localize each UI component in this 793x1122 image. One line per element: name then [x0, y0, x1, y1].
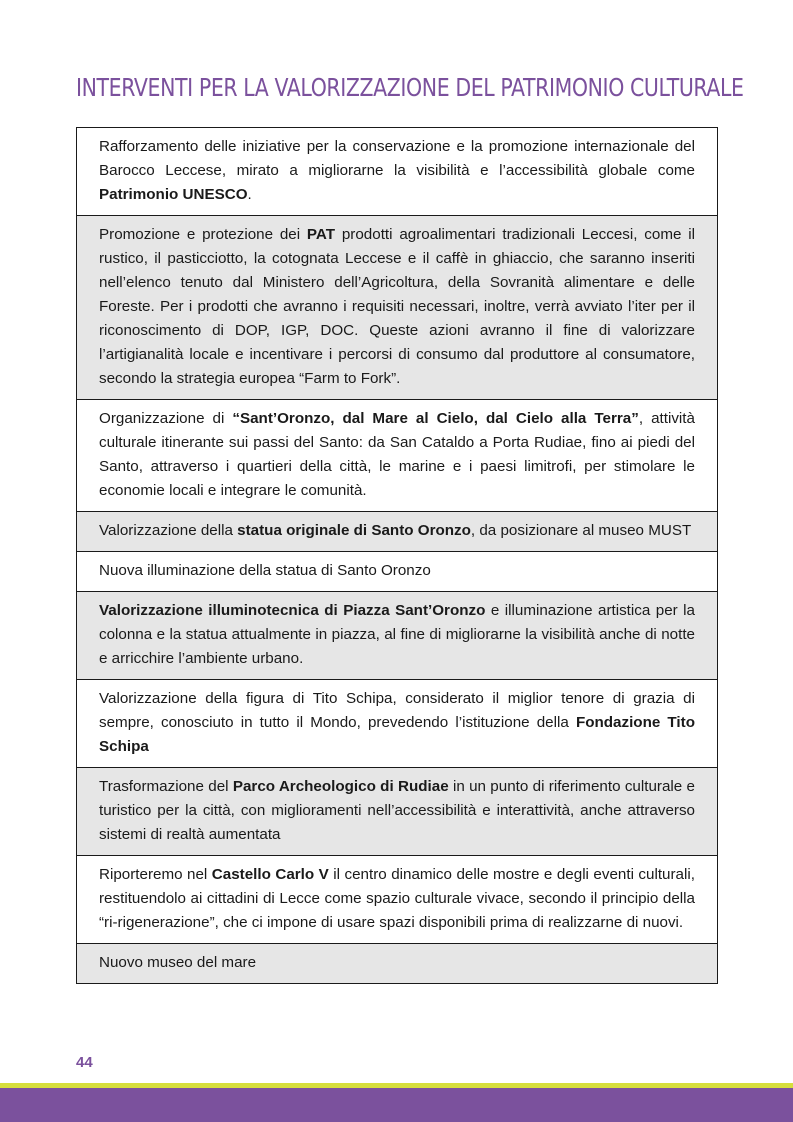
table-row: [77, 400, 717, 512]
table-row: [77, 128, 717, 216]
table-row: [77, 552, 717, 592]
table-row: [77, 768, 717, 856]
body-text: .: [247, 186, 252, 203]
body-text: Rafforzamento delle iniziative per la conservazione e la promozione internazionale del Barocco Leccese, mirato a migliorarne la visibilità e l’accessibilità globale come: [99, 138, 695, 179]
body-text: il centro dinamico delle mostre e degli eventi culturali, restituendolo ai cittadini di Lecce come spazio culturale vivace, secondo il principio della “ri-rigenerazione”, che ci impone di usare spazi disponibili prima di realizzarne di nuovi.: [99, 866, 695, 931]
body-text: prodotti agroalimentari tradizionali Leccesi, come il rustico, il pasticciotto, la cotognata Leccese e il caffè in ghiaccio, che saranno inseriti nell’elenco tenuto dal Ministero dell’Agricoltura, della Sovranità alimentare e delle Foreste. Per i prodotti che avranno i requisiti necessari, inoltre, verrà avviato l’iter per il riconoscimento di DOP, IGP, DOC. Queste azioni avranno il fine di valorizzare l’artigianalità locale e incentivare i percorsi di consumo dal produttore al consumatore, secondo la strategia europea “Farm to Fork”.: [99, 226, 695, 387]
body-text: e illuminazione artistica per la colonna e la statua attualmente in piazza, al fine di migliorarne la visibilità anche di notte e arricchire l’ambiente urbano.: [99, 602, 695, 667]
body-text: in un punto di riferimento culturale e turistico per la città, con miglioramenti nell’accessibilità e interattività, anche attraverso sistemi di realtà aumentata: [99, 778, 696, 843]
body-text: , attività culturale itinerante sui passi del Santo: da San Cataldo a Porta Rudiae, fino ai piedi del Santo, attraverso i quartieri della città, le marine e i paesi limitrofi, per stimolare le economie locali e integrare le comunità.: [99, 410, 695, 499]
table-row: [77, 216, 717, 400]
body-text: Nuovo museo del mare: [99, 954, 257, 971]
bold-text: Parco Archeologico di Rudiae: [232, 778, 449, 795]
table-row: [77, 512, 717, 552]
body-text: Organizzazione di: [99, 410, 233, 427]
bold-text: Patrimonio UNESCO: [99, 186, 248, 203]
bold-text: Fondazione Tito Schipa: [99, 714, 695, 755]
footer-band-purple: [0, 1088, 793, 1122]
bold-text: Castello Carlo V: [211, 866, 329, 883]
table-row: [77, 680, 717, 768]
bold-text: PAT: [306, 226, 336, 243]
body-text: Nuova illuminazione della statua di Santo Oronzo: [99, 562, 431, 579]
body-text: Promozione e protezione dei: [99, 226, 307, 243]
body-text: , da posizionare al museo MUST: [470, 522, 692, 539]
body-text: Valorizzazione della figura di Tito Schipa, considerato il miglior tenore di grazia di sempre, conosciuto in tutto il Mondo, prevedendo l’istituzione della: [99, 690, 695, 731]
page-number: 44: [76, 1054, 93, 1071]
table-row: [77, 592, 717, 680]
interventions-table: [76, 127, 718, 984]
table-row: [77, 856, 717, 944]
bold-text: “Sant’Oronzo, dal Mare al Cielo, dal Cielo alla Terra”: [232, 410, 639, 427]
bold-text: Valorizzazione illuminotecnica di Piazza Sant’Oronzo: [99, 602, 486, 619]
body-text: Trasformazione del: [99, 778, 233, 795]
body-text: Riporteremo nel: [99, 866, 212, 883]
bold-text: statua originale di Santo Oronzo: [237, 522, 471, 539]
body-text: Valorizzazione della: [99, 522, 238, 539]
table-row: [77, 944, 717, 984]
page-title: INTERVENTI PER LA VALORIZZAZIONE DEL PATRIMONIO CULTURALE: [76, 73, 744, 102]
